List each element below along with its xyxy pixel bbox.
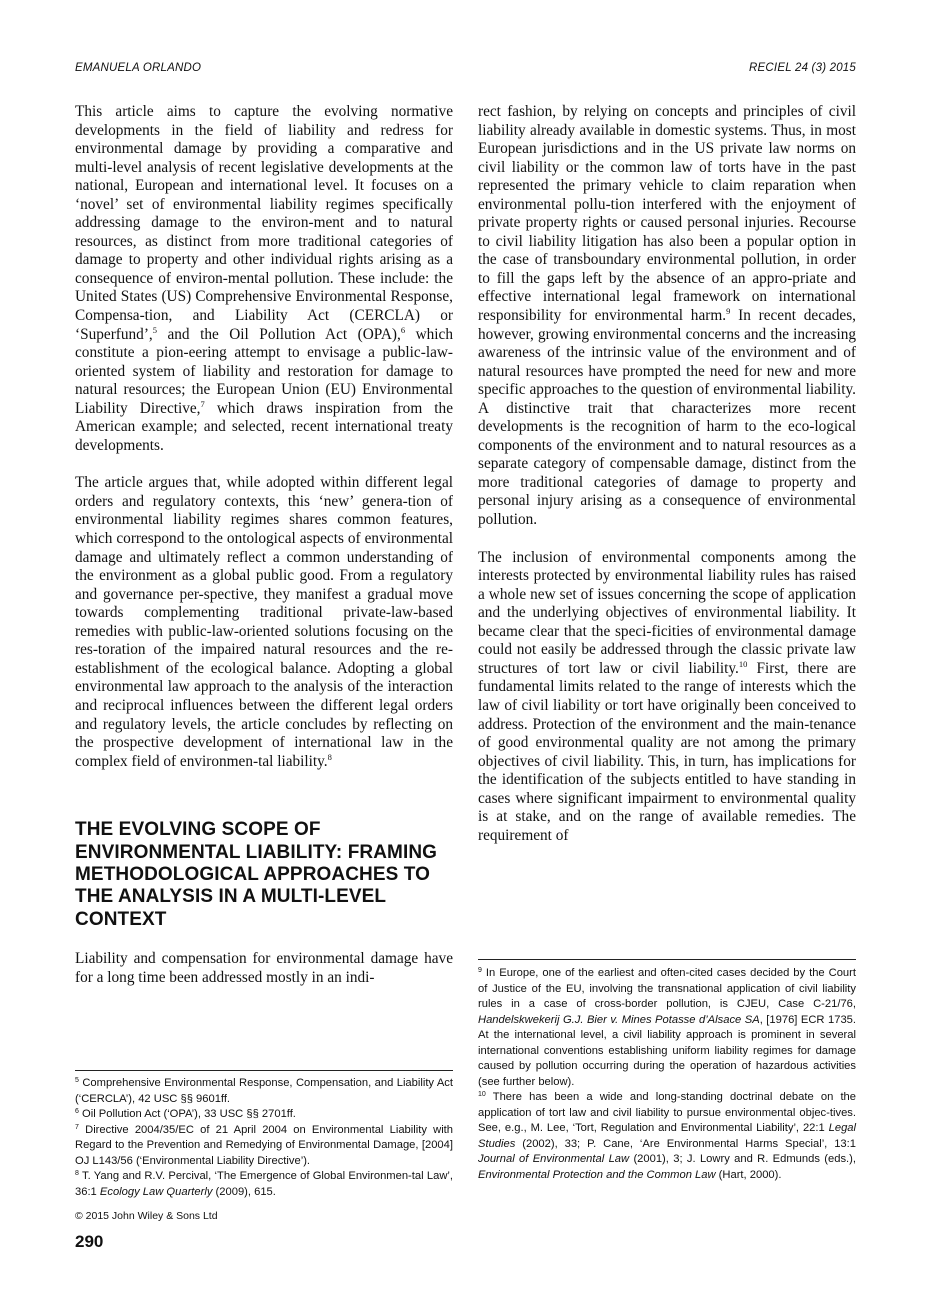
footnote-italic: Legal Studies <box>478 1122 856 1150</box>
body-paragraph <box>75 950 453 987</box>
left-column <box>75 103 453 987</box>
footnote-5 <box>75 1076 453 1107</box>
footnote-text: In Europe, one of the earliest and often-cited cases decided by the Court of Justice of the EU, involving the transnational application of civil liability rules in a case of cross-border pollution, is CJEU, Case C-21/76, <box>478 967 856 1010</box>
footnotes-right <box>478 966 856 1183</box>
footnote-italic: Environmental Protection and the Common Law <box>478 1168 716 1181</box>
footnote-text: Directive 2004/35/EC of 21 April 2004 on Environmental Liability with Regard to the Prevention and Remedying of Environmental Damage, [2004] OJ L143/56 (‘Environmental Liability Directive’). <box>75 1123 454 1167</box>
text-run: Liability and compensation for environmental damage have for a long time been addressed mostly in an indi- <box>75 950 453 986</box>
footnote-text: Comprehensive Environmental Response, Compensation, and Liability Act (‘CERCLA’), 42 USC §§ 9601ff. <box>75 1077 453 1105</box>
footnote-divider <box>75 1070 453 1071</box>
text-run: which constitute a pion-eering attempt to envisage a public-law-oriented system of liability and restoration for damage to natural resources; the European Union (EU) Environmental Liability Directive, <box>75 325 453 417</box>
footnote-text: (2002), 33; P. Cane, ‘Are Environmental Harms Special’, 13:1 <box>515 1137 856 1150</box>
footnote-7 <box>75 1123 453 1170</box>
footnote-text: (2001), 3; J. Lowry and R. Edmunds (eds.), <box>629 1153 856 1165</box>
text-run: The article argues that, while adopted within different legal orders and regulatory contexts, this ‘new’ genera-tion of environmental liability regimes shares common features, which correspond to the ontological aspects of environmental damage and ultimately reflect a common understanding of the environment as a global public good. From a regulatory and governance per-spective, they manifest a gradual move towards complementing traditional private-law-based remedies with public-law-oriented solutions focusing on the res-toration of the impaired natural resources and the re-establishment of the ecological balance. Adopting a global environmental law approach to the analysis of the interaction and reciprocal influences between the different legal orders and regulatory levels, the article concludes by reflecting on the prospective development of international law in the complex field of environmen-tal liability. <box>75 474 453 770</box>
footnote-italic: Handelskwekerij G.J. Bier v. Mines Potasse d’Alsace SA <box>478 1013 760 1026</box>
header-journal: RECIEL 24 (3) 2015 <box>749 62 856 74</box>
footnote-number: 5 <box>75 1077 79 1084</box>
footnote-text: (2009), 615. <box>212 1185 276 1198</box>
section-heading: THE EVOLVING SCOPE OF ENVIRONMENTAL LIABILITY: FRAMING METHODOLOGICAL APPROACHES TO THE ANALYSIS IN A MULTI-LEVEL CONTEXT <box>75 819 438 930</box>
footnote-ref[interactable]: 10 <box>738 658 748 669</box>
footnotes-left <box>75 1076 453 1200</box>
footnote-ref[interactable]: 7 <box>200 398 205 409</box>
text-run: First, there are fundamental limits related to the range of interests which the law of civil liability or tort have originally been conceived to address. Protection of the environment and the main-tenance of good environmental quality are not among the primary objectives of civil liability. This, in turn, has implications for the identification of the subjects entitled to have standing in cases where significant impairment to environmental quality is at stake, and on the range of available remedies. The requirement of <box>478 659 856 844</box>
footnote-ref[interactable]: 8 <box>327 751 332 762</box>
footnote-10 <box>478 1090 856 1183</box>
text-run: In recent decades, however, growing environmental concerns and the increasing awareness of the intrinsic value of the environment and of natural resources have prompted the need for new and more specific approaches to the question of environmental liability. A distinctive trait that characterizes more recent developments is the recognition of harm to the eco-logical components of the environment and to natural resources as a separate category of compensable damage, distinct from the more traditional categories of damage to property and personal injury arising as a consequence of environmental pollution. <box>478 307 857 529</box>
footnote-ref[interactable]: 9 <box>726 306 731 317</box>
footnote-number: 7 <box>75 1123 79 1131</box>
footnote-ref[interactable]: 5 <box>152 324 157 335</box>
text-run: rect fashion, by relying on concepts and principles of civil liability already available in domestic systems. Thus, in most European jurisdictions and in the US private law norms on civil liability or the common law of torts have in the past represented the primary vehicle to claim reparation when environmental pollu-tion interfered with the enjoyment of private property rights or caused personal injuries. Recourse to civil liability litigation has also been a popular option in the case of transboundary environmental pollution, in order to fill the gaps left by the absence of an appro-priate and effective international legal framework on international responsibility for environmental harm. <box>478 103 856 325</box>
copyright-notice: © 2015 John Wiley & Sons Ltd <box>75 1210 218 1222</box>
footnote-text: , [1976] ECR 1735. At the international level, a civil liability approach is prominent in several international conventions establishing uniform liability regimes for damage caused by pollution occurring during the operation of hazardous activities (see further below). <box>478 1013 857 1088</box>
footnote-text: T. Yang and R.V. Percival, ‘The Emergence of Global Environmen-tal Law’, 36:1 <box>75 1170 453 1198</box>
text-run: which draws inspiration from the American example; and selected, recent international treaty developments. <box>75 399 453 454</box>
footnote-number: 6 <box>75 1108 79 1115</box>
footnote-number: 10 <box>478 1091 486 1098</box>
footnote-divider <box>478 959 856 960</box>
footnote-text: Oil Pollution Act (‘OPA’), 33 USC §§ 2701ff. <box>82 1108 296 1120</box>
footnote-8 <box>75 1169 453 1200</box>
footnote-6 <box>75 1107 453 1123</box>
body-paragraph <box>478 103 856 530</box>
footnote-text: (Hart, 2000). <box>715 1168 782 1181</box>
body-paragraph <box>75 103 453 455</box>
text-run: and the Oil Pollution Act (OPA), <box>157 325 401 343</box>
footnote-number: 8 <box>75 1170 79 1177</box>
footnote-9 <box>478 966 856 1090</box>
footnote-italic: Ecology Law Quarterly <box>99 1185 213 1198</box>
footnote-text: There has been a wide and long-standing doctrinal debate on the application of tort law and civil liability to pursue environmental objec-tives. See, e.g., M. Lee, ‘Tort, Regulation and Environmental Liability’, 22:1 <box>478 1091 856 1134</box>
text-run: This article aims to capture the evolving normative developments in the field of liability and redress for environmental damage by providing a comparative and multi-level analysis of recent legislative developments at the national, European and international level. It focuses on a ‘novel’ set of environmental liability regimes specifically addressing damage to the environ-ment and to natural resources, as distinct from more traditional categories of damage to property and other individual rights arising as a consequence of environ-mental pollution. These include: the United States (US) Comprehensive Environmental Response, Compensa-tion, and Liability Act (CERCLA) or ‘Superfund’, <box>75 103 453 343</box>
body-paragraph <box>478 549 856 846</box>
body-paragraph <box>75 474 453 771</box>
right-column <box>478 103 856 845</box>
footnote-number: 9 <box>478 967 482 974</box>
text-run: The inclusion of environmental components among the interests protected by environmental liability rules has raised a whole new set of issues concerning the scope of application and the underlying objectives of environmental liability. It became clear that the speci-ficities of environmental damage could not easily be addressed through the classic private law structures of tort law or civil liability. <box>478 548 856 677</box>
footnote-ref[interactable]: 6 <box>400 324 406 335</box>
running-header <box>75 62 856 78</box>
header-author: EMANUELA ORLANDO <box>75 62 202 74</box>
footnote-italic: Journal of Environmental Law <box>478 1153 630 1165</box>
page-number: 290 <box>75 1232 104 1251</box>
